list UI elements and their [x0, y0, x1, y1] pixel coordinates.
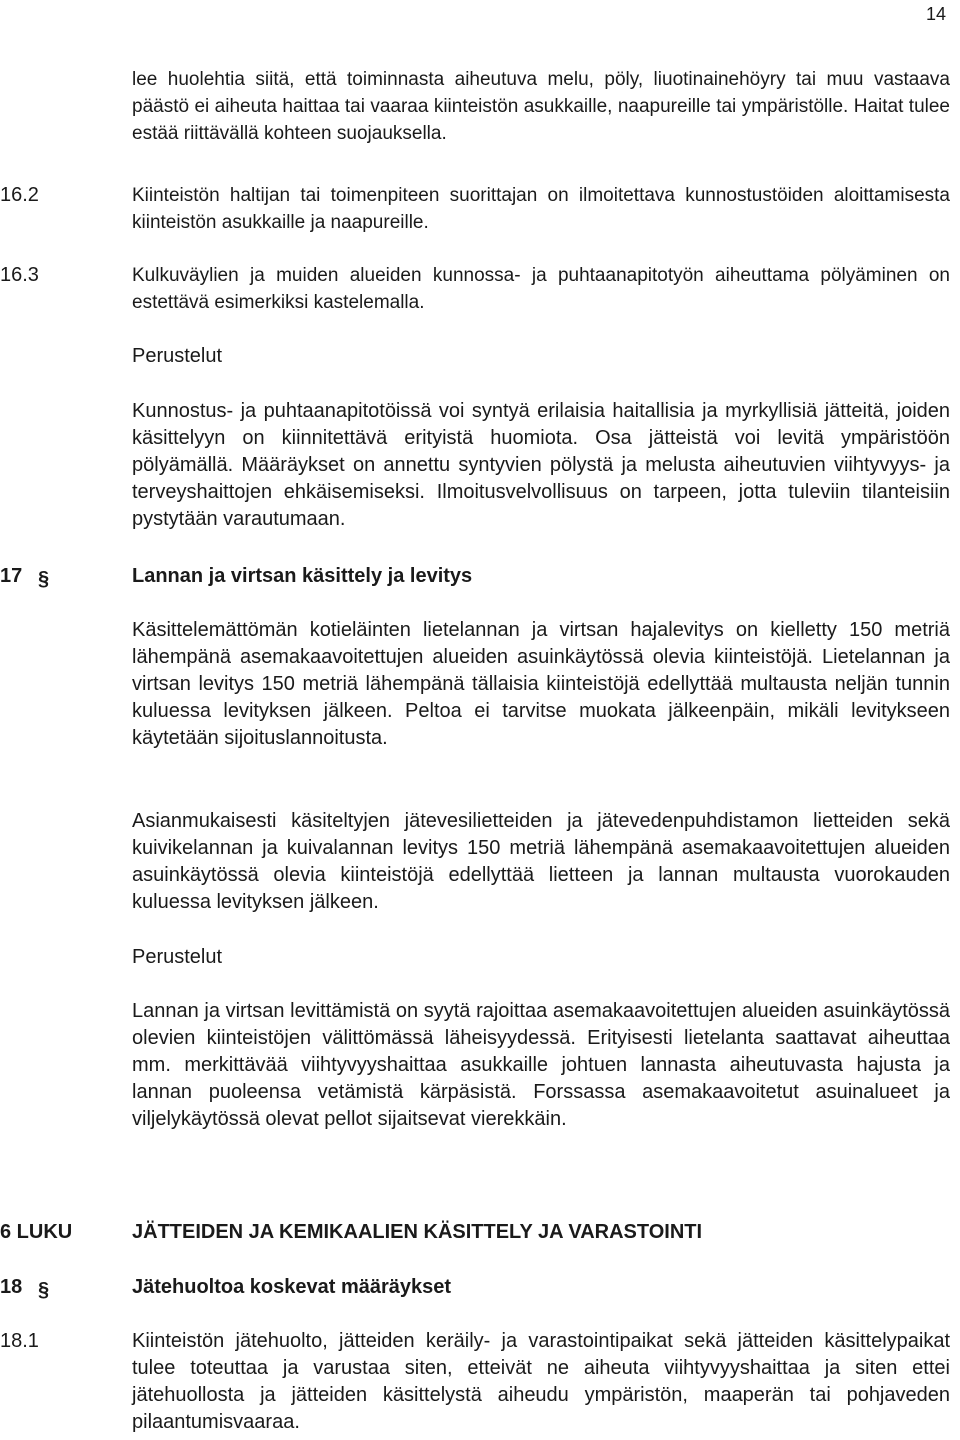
svg-text:§: §	[37, 1278, 49, 1301]
chapter-6-number: 6 LUKU	[0, 1221, 73, 1243]
perustelut-1-title-block	[132, 343, 950, 370]
section-17-para-1: Käsittelemättömän kotieläinten lietelannan ja virtsan hajalevitys on kielletty 150 metriä lähempänä asemakaavoitettujen alueiden asuinkäytössä olevia kiinteistöjä. Lietelannan ja virtsan levitys 150 metriä lähempänä tällaisia kiinteistöjä edellyttää multausta neljän tunnin kuluessa levityksen jälkeen. Peltoa ei tarvitse muokata jälkeenpäin, mikäli levitykseen käytetään sijoituslannoitusta.	[132, 619, 950, 749]
section-18-number: 18	[0, 1276, 23, 1298]
section-17-number: 17	[0, 565, 23, 587]
item-18-1-number: 18.1	[0, 1330, 39, 1352]
svg-text:§: §	[37, 567, 49, 590]
perustelut-1-text: Kunnostus- ja puhtaanapitotöissä voi syntyä erilaisia haitallisia ja myrkyllisiä jätteitä, joiden käsittelyyn on kiinnitettävä erityistä huomiota. Osa jätteistä voi levitä ympäristöön pölyämällä. Määräykset on annettu syntyvien pölystä ja melusta aiheutuvien viihtyvyys- ja terveyshaittojen ehkäisemiseksi. Ilmoitusvelvollisuus on tarpeen, jotta tuleviin tilanteisiin pystytään varautumaan.	[132, 400, 950, 530]
item-16-3-text: Kulkuväylien ja muiden alueiden kunnossa- ja puhtaanapitotyön aiheuttama pölyäminen on estettävä esimerkiksi kastelemalla.	[132, 265, 950, 313]
section-17-para-2: Asianmukaisesti käsiteltyjen jätevesilietteiden ja jätevedenpuhdistamon lietteiden sekä kuivikelannan ja kuivalannan levitys 150 metriä lähempänä asemakaavoitettujen alueiden asuinkäytössä olevia kiinteistöjä edellyttää lietteen ja lannan multausta vuorokauden kuluessa levityksen jälkeen.	[132, 810, 950, 913]
page-number: 14	[925, 4, 946, 24]
intro-text: lee huolehtia siitä, että toiminnasta aiheutuva melu, pöly, liuotinainehöyry tai muu vastaava päästö ei aiheuta haittaa tai vaaraa kiinteistön asukkaille, naapureille tai ympäristölle. Haitat tulee estää riittävällä kohteen suojauksella.	[132, 69, 950, 144]
intro-paragraph	[132, 66, 950, 147]
chapter-6-title: JÄTTEIDEN JA KEMIKAALIEN KÄSITTELY JA VARASTOINTI	[132, 1221, 703, 1243]
perustelut-1-title: Perustelut	[132, 345, 223, 367]
item-16-2-number: 16.2	[0, 184, 39, 206]
section-sign-icon	[36, 563, 56, 591]
section-18-title: Jätehuoltoa koskevat määräykset	[132, 1276, 452, 1298]
perustelut-1-block	[132, 398, 950, 533]
section-sign-icon	[36, 1274, 56, 1302]
section-17-title: Lannan ja virtsan käsittely ja levitys	[132, 565, 473, 587]
section-17-para-1-block	[132, 617, 950, 752]
section-17-para-2-block	[132, 808, 950, 916]
perustelut-2-title-block	[132, 944, 950, 971]
perustelut-2-text: Lannan ja virtsan levittämistä on syytä rajoittaa asemakaavoitettujen alueiden asuinkäytössä olevien kiinteistöjen välittömässä läheisyydessä. Erityisesti lietelanta saattavat aiheuttaa mm. merkittävää viihtyvyyshaittaa asukkaille johtuen lannasta aiheutuvasta hajusta ja lannan puoleensa vetämistä kärpäsistä. Forssassa asemakaavoitetut asuinalueet ja viljelykäytössä olevat pellot sijaitsevat vierekkäin.	[132, 1000, 950, 1130]
item-18-1-text: Kiinteistön jätehuolto, jätteiden keräily- ja varastointipaikat sekä jätteiden käsittelypaikat tulee toteuttaa ja varustaa siten, etteivät ne aiheuta viihtyvyyshaittaa ja siten ettei jätehuollosta ja jätteiden käsittelystä aiheudu ympäristön, maaperän tai pohjaveden pilaantumisvaaraa.	[132, 1330, 950, 1433]
item-16-2-text: Kiinteistön haltijan tai toimenpiteen suorittajan on ilmoitettava kunnostustöiden aloittamisesta kiinteistön asukkaille ja naapureille.	[132, 185, 950, 233]
perustelut-2-title: Perustelut	[132, 946, 223, 968]
item-16-3-number: 16.3	[0, 264, 39, 286]
perustelut-2-block	[132, 998, 950, 1133]
